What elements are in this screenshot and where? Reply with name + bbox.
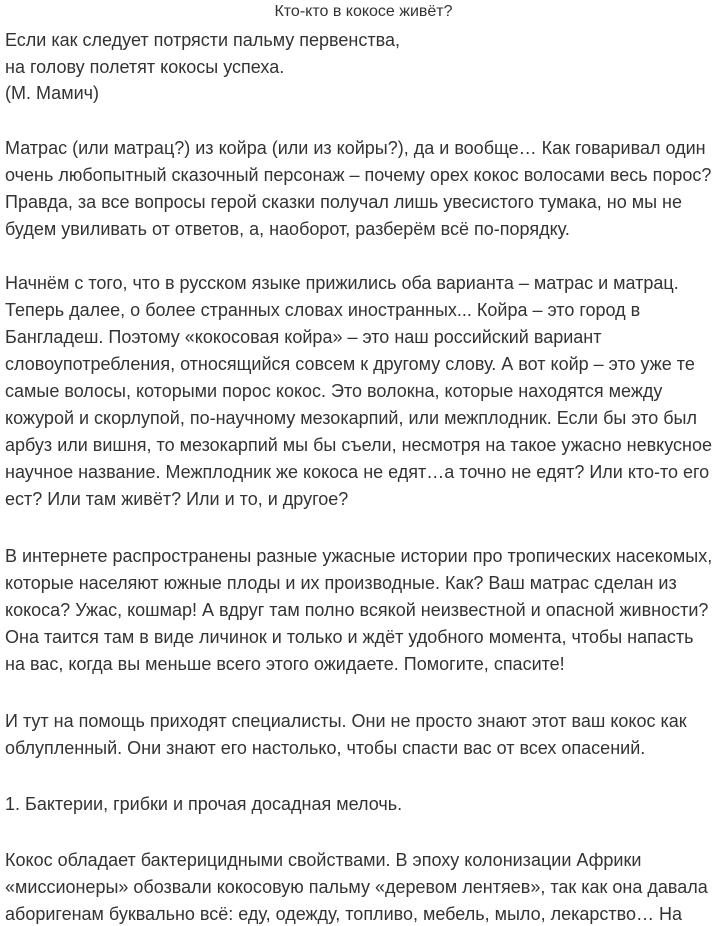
text-line: будем увиливать от ответов, а, наоборот, разберём всё по-порядку.: [5, 219, 570, 239]
text-line: облупленный. Они знают его настолько, чтобы спасти вас от всех опасений.: [5, 738, 646, 758]
text-line: Матрас (или матрац?) из койра (или из койры?), да и вообще… Как говаривал один: [5, 138, 706, 158]
text-line: ест? Или там живёт? Или и то, и другое?: [5, 489, 349, 509]
epigraph-line: Если как следует потрясти пальму первенства,: [5, 30, 400, 50]
text-line: Начнём с того, что в русском языке прижились оба варианта – матрас и матрац.: [5, 273, 679, 293]
text-line: которые населяют южные плоды и их производные. Как? Ваш матрас сделан из: [5, 573, 677, 593]
text-line: научное название. Межплодник же кокоса не едят…а точно не едят? Или кто-то его: [5, 462, 710, 482]
article-title: Кто-кто в кокосе живёт?: [274, 3, 453, 20]
text-line: В интернете распространены разные ужасные истории про тропических насекомых,: [5, 546, 713, 566]
text-line: Она таится там в виде личинок и только и ждёт удобного момента, чтобы напасть: [5, 627, 694, 647]
text-line: «миссионеры» обозвали кокосовую пальму «деревом лентяев», так как она давала: [5, 877, 708, 897]
text-line: Теперь далее, о более странных словах иностранных... Койра – это город в: [5, 300, 641, 320]
epigraph-author: (М. Мамич): [5, 83, 99, 103]
text-line: арбуз или вишня, то мезокарпий мы бы съели, несмотря на такое ужасно невкусное: [5, 435, 712, 455]
text-line: Бангладеш. Поэтому «кокосовая койра» – это наш российский вариант: [5, 327, 602, 347]
text-line: на вас, когда вы меньше всего этого ожидаете. Помогите, спасите!: [5, 654, 565, 674]
text-line: очень любопытный сказочный персонаж – почему орех кокос волосами весь порос?: [5, 165, 712, 185]
text-line: кокоса? Ужас, кошмар! А вдруг там полно всякой неизвестной и опасной живности?: [5, 600, 709, 620]
epigraph-line: на голову полетят кокосы успеха.: [5, 57, 285, 77]
text-line: аборигенам буквально всё: еду, одежду, топливо, мебель, мыло, лекарство… На: [5, 904, 683, 924]
section-heading: 1. Бактерии, грибки и прочая досадная мелочь.: [5, 794, 403, 814]
text-line: Правда, за все вопросы герой сказки получал лишь увесистого тумака, но мы не: [5, 192, 682, 212]
text-line: Кокос обладает бактерицидными свойствами. В эпоху колонизации Африки: [5, 850, 642, 870]
text-line: И тут на помощь приходят специалисты. Они не просто знают этот ваш кокос как: [5, 711, 687, 731]
text-line: самые волосы, которыми порос кокос. Это волокна, которые находятся между: [5, 381, 663, 401]
text-line: кожурой и скорлупой, по-научному мезокарпий, или межплодник. Если бы это был: [5, 408, 697, 428]
text-line: словоупотребления, относящийся совсем к другому слову. А вот койр – это уже те: [5, 354, 695, 374]
